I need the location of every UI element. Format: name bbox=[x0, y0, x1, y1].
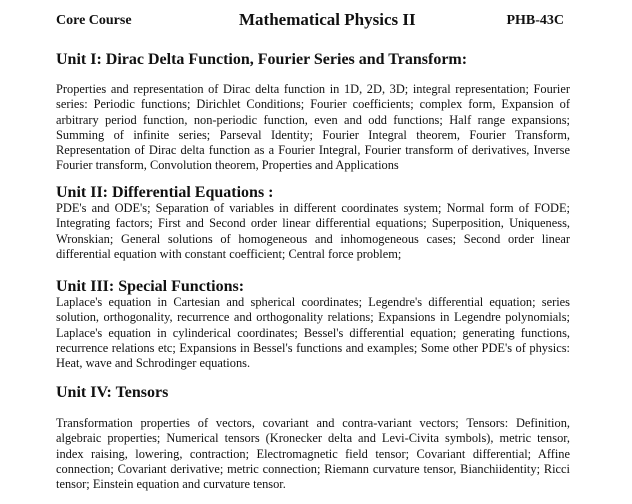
course-header bbox=[56, 10, 564, 32]
unit-2-body: PDE's and ODE's; Separation of variables in different coordinates system; Normal form of FODE; Integrating factors; First and Second order linear differential equations; Superposition, Uniqueness, Wronskian; General solutions of homogeneous and inhomogeneous cases; Second order linear differential equation with constant coefficient; Central force problem; bbox=[56, 201, 570, 261]
unit-1-body: Properties and representation of Dirac delta function in 1D, 2D, 3D; integral representation; Fourier series: Periodic functions; Dirichlet Conditions; Fourier coefficients; complex form, Expansion of arbitrary period function, non-periodic function, even and odd functions; Half range expansions; Summing of infinite series; Parseval Identity; Fourier Integral theorem, Fourier Transform, Representation of Dirac delta function as a Fourier Integral, Fourier transform of derivatives, Inverse Fourier transform, Convolution theorem, Properties and Applications bbox=[56, 82, 570, 173]
unit-2-title: Unit II: Differential Equations : bbox=[56, 184, 274, 201]
unit-3-body: Laplace's equation in Cartesian and spherical coordinates; Legendre's differential equation; series solution, orthogonality, recurrence and orthogonality relations; Expansions in Legendre polynomials; Laplace's equation in cylinderical coordinates; Bessel's differential equation; generating functions, recurrence relations etc; Expansions in Bessel's functions and examples; Some other PDE's of physics: Heat, wave and Schrodinger equations. bbox=[56, 295, 570, 371]
unit-4-title: Unit IV: Tensors bbox=[56, 384, 169, 401]
course-code: PHB-43C bbox=[506, 13, 564, 28]
unit-4-body: Transformation properties of vectors, covariant and contra-variant vectors; Tensors: Definition, algebraic properties; Numerical tensors (Kronecker delta and Levi-Civita symbols), metric tensor, index raising, lowering, contraction; Electromagnetic field tensor; Covariant differential; Affine connection; Covariant derivative; metric connection; Riemann curvature tensor, Bianchiidentity; Ricci tensor; Einstein equation and curvature tensor. bbox=[56, 416, 570, 492]
unit-1-title: Unit I: Dirac Delta Function, Fourier Series and Transform: bbox=[56, 51, 468, 68]
unit-3-title: Unit III: Special Functions: bbox=[56, 278, 245, 295]
course-title: Mathematical Physics II bbox=[239, 10, 416, 29]
course-type: Core Course bbox=[56, 13, 132, 28]
